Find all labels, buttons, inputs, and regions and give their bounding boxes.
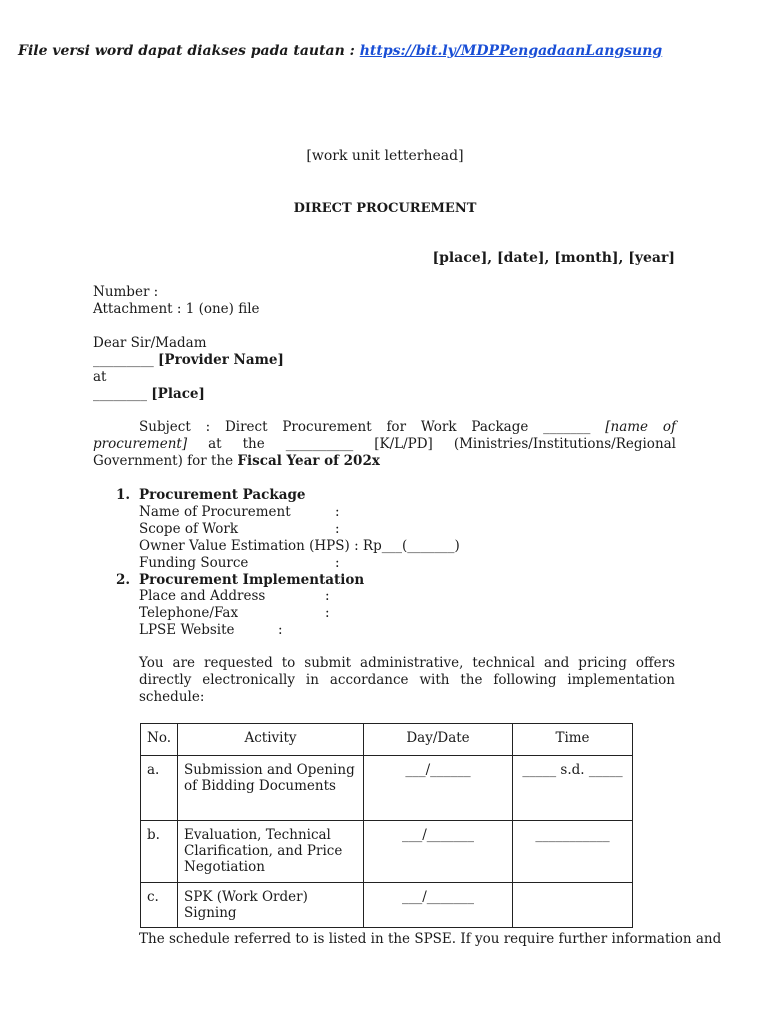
request-paragraph: You are requested to submit administrative, technical and pricing offers directly electronically in accordance with the following implementation schedule: — [139, 655, 675, 705]
field-place-and-address: Place and Address — [139, 588, 266, 604]
place-name: [Place] — [151, 386, 205, 402]
section-1-number: 1. — [116, 487, 131, 503]
place-blank: ________ — [93, 386, 152, 402]
row-date: ___/______ — [364, 756, 513, 821]
row-date: ___/_______ — [364, 883, 513, 928]
row-activity: Evaluation, Technical Clarification, and Price Negotiation — [178, 821, 364, 883]
section-2-number: 2. — [116, 572, 131, 588]
schedule-note: The schedule referred to is listed in the SPSE. If you require further information and — [139, 931, 722, 947]
row-no: a. — [141, 756, 178, 821]
row-time — [513, 883, 633, 928]
attachment-field: Attachment : 1 (one) file — [93, 301, 260, 317]
row-activity: SPK (Work Order) Signing — [178, 883, 364, 928]
fiscal-year: Fiscal Year of 202x — [237, 453, 380, 469]
word-version-note-text: File versi word dapat diakses pada tautan : — [18, 43, 360, 59]
section-procurement-implementation — [116, 572, 365, 588]
row-time: _____ s.d. _____ — [513, 756, 633, 821]
subject-middle: at the __________ [K/L/PD] (Ministries/Institutions/Regional Government) for the — [93, 436, 676, 469]
header-day-date: Day/Date — [364, 724, 513, 756]
subject-prefix: Subject : Direct Procurement for Work Package _______ — [139, 419, 606, 435]
table-header-row — [141, 724, 633, 756]
provider-line — [93, 352, 284, 369]
field-funding-source: Funding Source — [139, 555, 249, 571]
table-row — [141, 821, 633, 883]
row-activity: Submission and Opening of Bidding Documents — [178, 756, 364, 821]
date-line: [place], [date], [month], [year] — [432, 250, 675, 266]
header-no: No. — [141, 724, 178, 756]
number-field: Number : — [93, 284, 159, 300]
section-procurement-package — [116, 487, 306, 503]
field-separator: : — [278, 622, 283, 638]
field-owner-value-estimation: Owner Value Estimation (HPS) : Rp___(_______) — [139, 538, 460, 554]
row-time: ___________ — [513, 821, 633, 883]
at-label: at — [93, 369, 107, 385]
provider-blank: _________ — [93, 352, 159, 368]
letterhead-placeholder: [work unit letterhead] — [306, 148, 464, 164]
field-name-of-procurement: Name of Procurement — [139, 504, 291, 520]
provider-name: [Provider Name] — [158, 352, 284, 368]
field-separator: : — [325, 605, 330, 621]
procurement-name-placeholder: [name of procurement] — [93, 419, 677, 452]
field-telephone-fax: Telephone/Fax — [139, 605, 239, 621]
section-1-heading: Procurement Package — [139, 487, 306, 503]
field-lpse-website: LPSE Website — [139, 622, 235, 638]
row-no: b. — [141, 821, 178, 883]
row-date: ___/_______ — [364, 821, 513, 883]
field-separator: : — [335, 555, 340, 571]
header-activity: Activity — [178, 724, 364, 756]
section-2-heading: Procurement Implementation — [139, 572, 365, 588]
subject-paragraph — [93, 419, 676, 470]
word-version-link[interactable]: https://bit.ly/MDPPengadaanLangsung — [359, 43, 663, 59]
field-separator: : — [335, 521, 340, 537]
field-scope-of-work: Scope of Work — [139, 521, 238, 537]
field-separator: : — [335, 504, 340, 520]
document-title: DIRECT PROCUREMENT — [293, 201, 477, 216]
place-line — [93, 386, 205, 403]
table-row — [141, 756, 633, 821]
field-separator: : — [325, 588, 330, 604]
schedule-table — [140, 723, 633, 928]
row-no: c. — [141, 883, 178, 928]
word-version-note — [18, 43, 662, 59]
table-row — [141, 883, 633, 928]
salutation: Dear Sir/Madam — [93, 335, 207, 351]
header-time: Time — [513, 724, 633, 756]
